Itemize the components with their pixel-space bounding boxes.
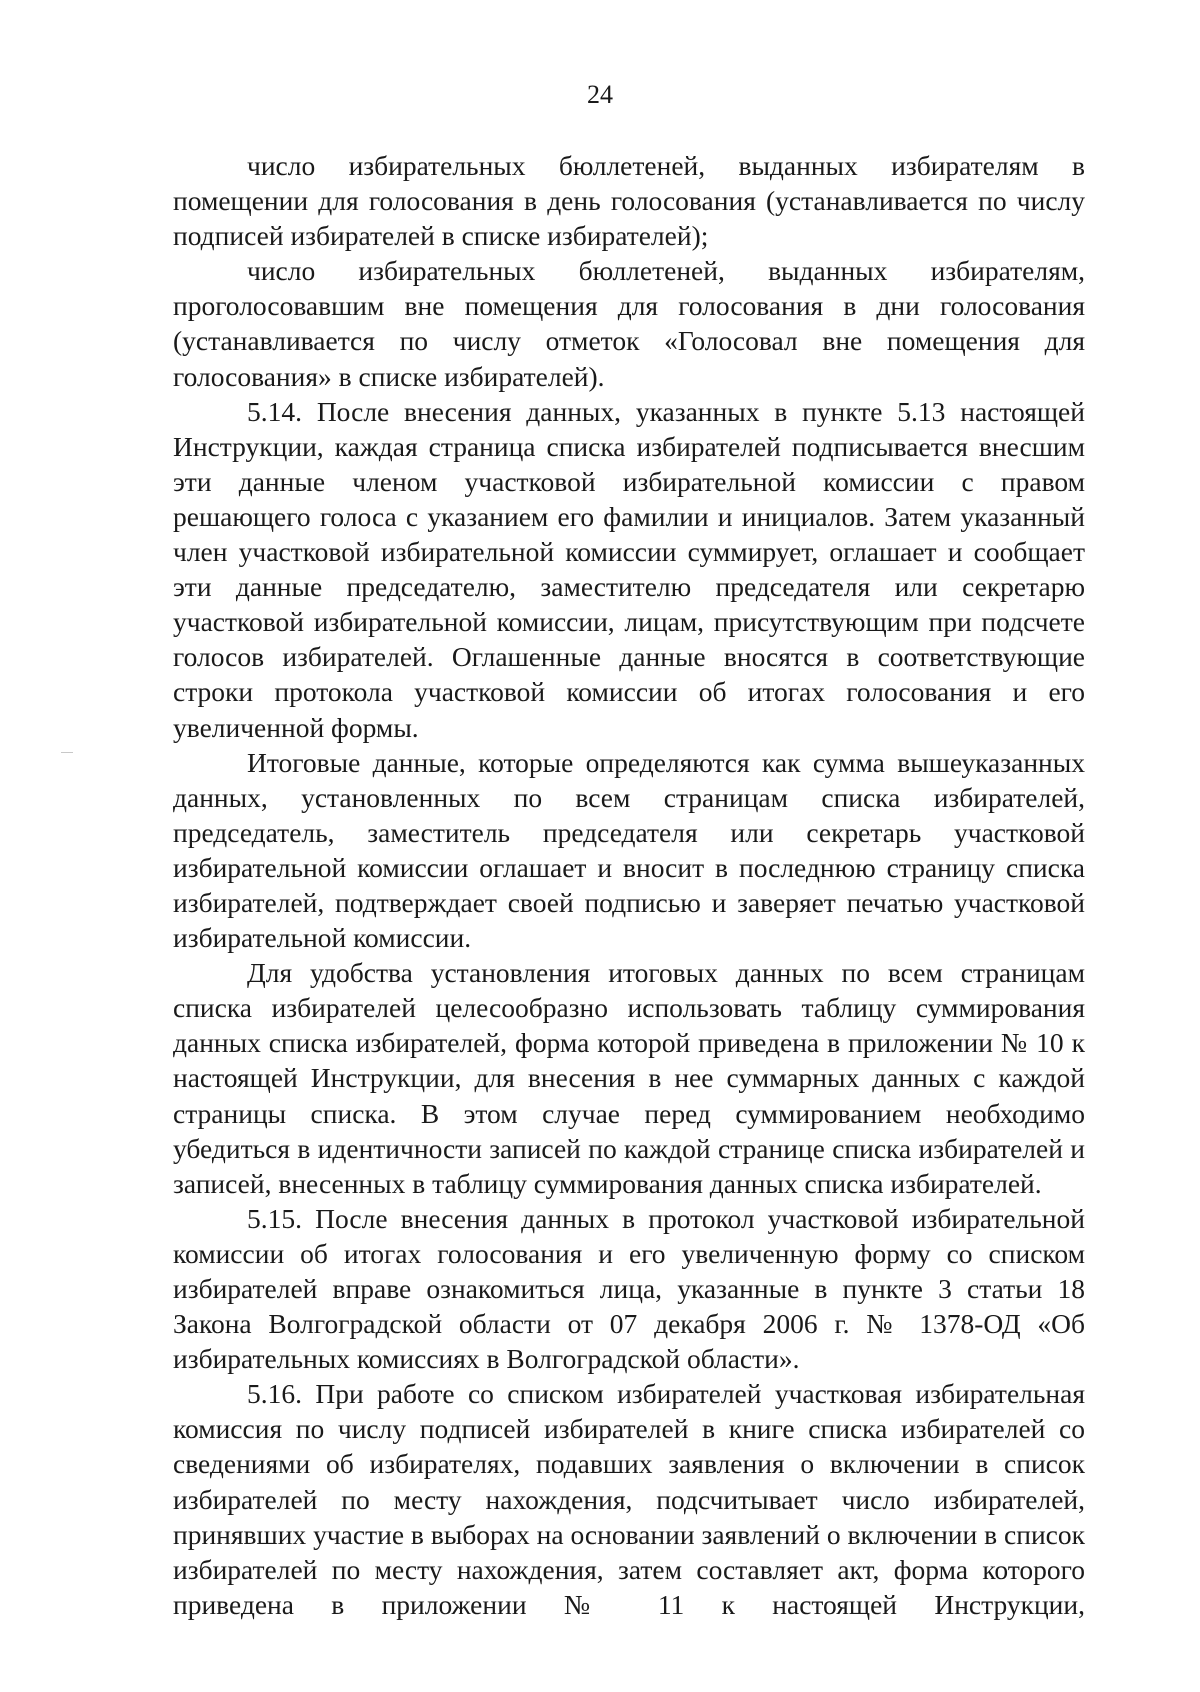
paragraph-5-15: 5.15. После внесения данных в протокол участковой избирательной комиссии об итогах голосования и его увеличенную форму со списком избирателей вправе ознакомиться лица, указанные в пункте 3 статьи 18 Закона Волгоградской области от 07 декабря 2006 г. № 1378-ОД «Об избирательных комиссиях в Волгоградской области». bbox=[173, 1202, 1085, 1375]
page-number: 24 bbox=[587, 80, 613, 109]
margin-mark bbox=[61, 752, 73, 753]
paragraph-summation-table: Для удобства установления итоговых данных по всем страницам списка избирателей целесообразно использовать таблицу суммирования данных списка избирателей, форма которой приведена в приложении № 10 к настоящей Инструкции, для внесения в нее суммарных данных с каждой страницы списка. В этом случае перед суммированием необходимо убедиться в идентичности записей по каждой странице списка избирателей и записей, внесенных в таблицу суммирования данных списка избирателей. bbox=[173, 957, 1085, 1199]
paragraph-5-14: 5.14. После внесения данных, указанных в пункте 5.13 настоящей Инструкции, каждая страница списка избирателей подписывается внесшим эти данные членом участковой избирательной комиссии с правом решающего голоса с указанием его фамилии и инициалов. Затем указанный член участковой избирательной комиссии суммирует, оглашает и сообщает эти данные председателю, заместителю председателя или секретарю участковой избирательной комиссии, лицам, присутствующим при подсчете голосов избирателей. Оглашенные данные вносятся в соответствующие строки протокола участковой комиссии об итогах голосования и его увеличенной формы. bbox=[173, 395, 1085, 743]
paragraph-ballots-issued-outside-premises: число избирательных бюллетеней, выданных избирателям, проголосовавшим вне помещения для голосования в дни голосования (устанавливается по числу отметок «Голосовал вне помещения для голосования» в списке избирателей). bbox=[173, 255, 1085, 392]
paragraph-5-16: 5.16. При работе со списком избирателей участковая избирательная комиссия по числу подписей избирателей в книге списка избирателей со сведениями об избирателях, подавших заявления о включении в список избирателей по месту нахождения, подсчитывает число избирателей, принявших участие в выборах на основании заявлений о включении в список избирателей по месту нахождения, затем составляет акт, форма которого приведена в приложении № 11 к настоящей Инструкции, bbox=[173, 1378, 1085, 1620]
paragraph-final-data: Итоговые данные, которые определяются как сумма вышеуказанных данных, установленных по всем страницам списка избирателей, председатель, заместитель председателя или секретарь участковой избирательной комиссии оглашает и вносит в последнюю страницу списка избирателей, подтверждает своей подписью и заверяет печатью участковой избирательной комиссии. bbox=[173, 746, 1085, 954]
document-body bbox=[173, 148, 1085, 1622]
paragraph-ballots-issued-in-premises: число избирательных бюллетеней, выданных избирателям в помещении для голосования в день голосования (устанавливается по числу подписей избирателей в списке избирателей); bbox=[173, 150, 1085, 252]
